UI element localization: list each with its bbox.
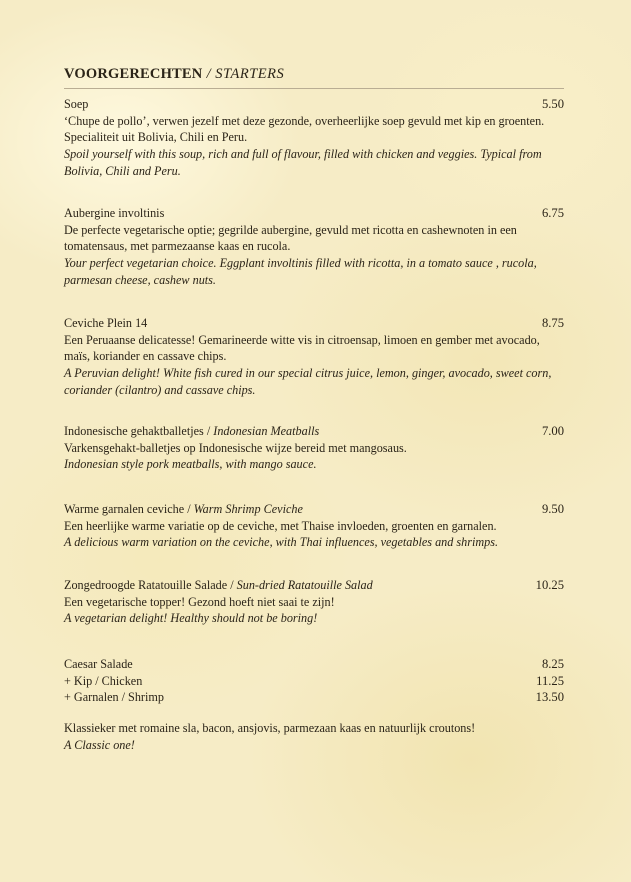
section-title-nl: VOORGERECHTEN [64,66,203,82]
caesar-option-chicken [64,673,564,690]
item-description-nl: De perfecte vegetarische optie; gegrilde aubergine, gevuld met ricotta en cashewnoten in een tomatensaus, met parmezaanse kaas en rucola. [64,222,517,254]
item-name-en: Sun-dried Ratatouille Salad [236,578,373,592]
item-price: 10.25 [535,578,564,592]
item-description-en: A vegetarian delight! Healthy should not be boring! [64,611,318,626]
menu-item-shrimp-ceviche [64,501,564,551]
item-name-separator: / [227,578,237,592]
item-name-en: Warm Shrimp Ceviche [193,502,303,516]
menu-item-ceviche [64,315,564,399]
item-description-en: A Classic one! [64,737,135,752]
item-description-nl: Een vegetarische topper! Gezond hoeft niet saai te zijn! [64,594,335,609]
item-description-en: Indonesian style pork meatballs, with mango sauce. [64,457,317,472]
option-price: 13.50 [535,690,564,705]
item-price: 7.00 [541,424,564,438]
item-price: 9.50 [541,502,564,516]
caesar-description [64,720,564,753]
item-name: Warme garnalen ceviche [64,502,185,516]
item-description-en: A Peruvian delight! White fish cured in our special citrus juice, lemon, ginger, avocado, sweet corn, coriander (cilantro) and cassave chips. [64,366,552,397]
item-description-nl: Een Peruaanse delicatesse! Gemarineerde witte vis in citroensap, limoen en gember met avocado, maïs, koriander en cassave chips. [64,332,540,364]
item-description-en: Your perfect vegetarian choice. Eggplant involtinis filled with ricotta, in a tomato sauce , rucola, parmesan cheese, cashew nuts. [64,256,537,287]
item-name-separator: / [184,502,194,516]
caesar-option-shrimp [64,689,564,706]
item-description-nl: Varkensgehakt-balletjes op Indonesische wijze bereid met mangosaus. [64,440,407,455]
menu-item-caesar [64,656,564,706]
option-price: 11.25 [536,673,564,688]
item-name: Caesar Salade [64,657,133,671]
item-name: Ceviche Plein 14 [64,316,148,330]
item-name-separator: / [203,424,214,438]
section-title-en: STARTERS [215,66,285,82]
menu-item-aubergine [64,205,564,289]
option-label: + Garnalen / Shrimp [64,690,164,705]
item-name-en: Indonesian Meatballs [213,424,320,438]
menu-item-meatballs [64,423,564,473]
section-title-separator: / [202,66,216,82]
item-price: 8.25 [541,657,564,671]
item-description-nl: Een heerlijke warme variatie op de ceviche, met Thaise invloeden, groenten en garnalen. [64,518,497,533]
item-name: Zongedroogde Ratatouille Salade [64,578,228,592]
item-description-en: A delicious warm variation on the ceviche, with Thai influences, vegetables and shrimps. [64,535,499,550]
item-price: 6.75 [541,206,564,220]
item-name: Indonesische gehaktballetjes [64,424,204,438]
item-description-nl: Klassieker met romaine sla, bacon, ansjovis, parmezaan kaas en natuurlijk croutons! [64,721,476,735]
item-description-nl: ‘Chupe de pollo’, verwen jezelf met deze gezonde, overheerlijke soep gevuld met kip en groenten. Specialiteit uit Bolivia, Chili en Peru. [64,113,545,145]
section-title [64,66,564,89]
item-description-en: Spoil yourself with this soup, rich and full of flavour, filled with chicken and veggies. Typical from Bolivia, Chili and Peru. [64,147,542,178]
item-name: Soep [64,97,89,111]
option-label: + Kip / Chicken [64,673,143,688]
menu-item-soep [64,96,564,180]
item-price: 5.50 [541,97,564,111]
item-price: 8.75 [541,316,564,330]
menu-item-ratatouille [64,577,564,627]
item-name: Aubergine involtinis [64,206,165,220]
